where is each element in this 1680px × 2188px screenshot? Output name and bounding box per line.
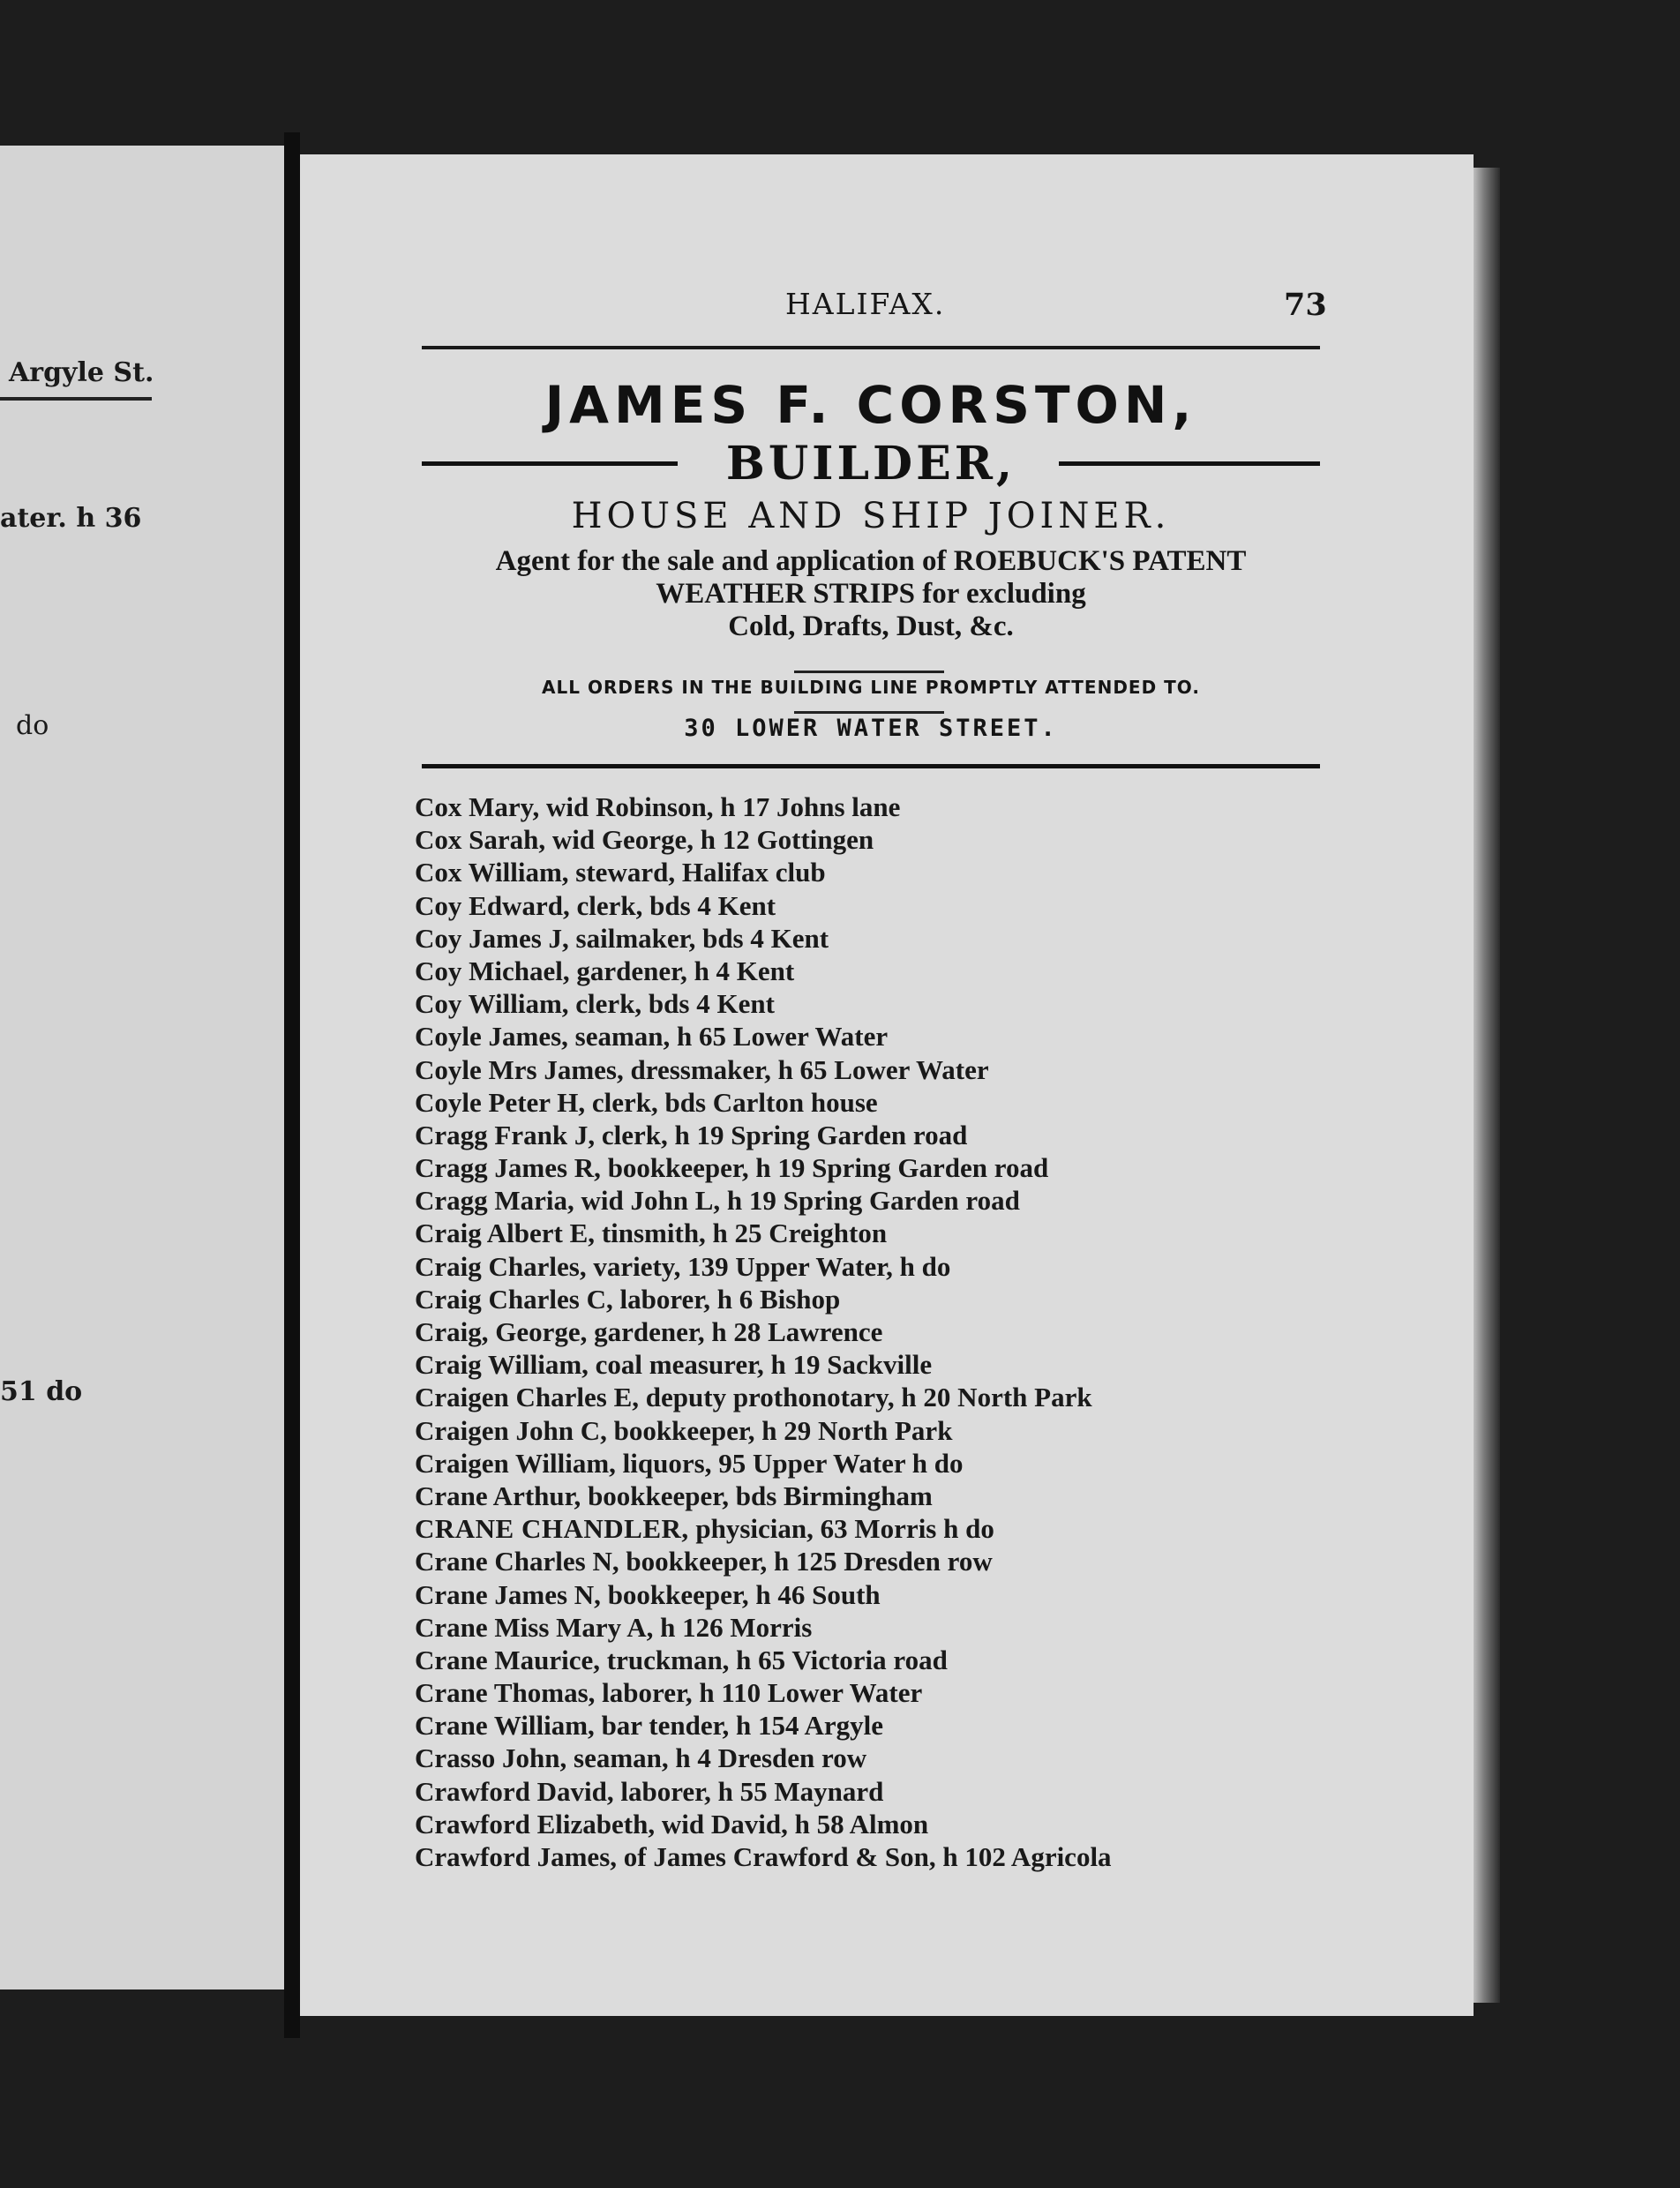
entry-detail: wid David, h 58 Almon (655, 1808, 929, 1840)
directory-entry (415, 1381, 1385, 1413)
entry-name: Crane James N, (415, 1578, 601, 1610)
directory-entry (415, 1644, 1385, 1676)
directory-entry (415, 1840, 1385, 1873)
entry-name: Coyle Mrs James, (415, 1053, 624, 1085)
entry-detail: clerk, bds 4 Kent (569, 889, 776, 921)
directory-entry (415, 1709, 1385, 1742)
directory-entry (415, 1775, 1385, 1808)
header-rule (422, 346, 1320, 349)
entry-detail: wid Robinson, h 17 Johns lane (539, 791, 901, 822)
entry-detail: clerk, bds 4 Kent (568, 988, 775, 1020)
book-gutter (284, 132, 300, 2038)
directory-entry (415, 1184, 1385, 1217)
entry-name: Crane Miss Mary A, (415, 1611, 654, 1643)
left-facing-page (0, 146, 284, 1989)
entry-name: Cragg Maria, (415, 1185, 574, 1217)
entry-name: Coy Michael, (415, 955, 570, 986)
left-page-fragment: Argyle St. (9, 357, 154, 388)
entry-name: Crawford David, (415, 1775, 614, 1807)
directory-entry (415, 1578, 1385, 1611)
entry-name: Craig Charles, (415, 1250, 587, 1282)
entry-name: Crawford James, (415, 1841, 618, 1872)
directory-entry (415, 1119, 1385, 1151)
entry-detail: of James Crawford & Son, h 102 Agricola (617, 1841, 1112, 1872)
directory-entry (415, 791, 1385, 823)
entry-detail: dressmaker, h 65 Lower Water (623, 1053, 989, 1085)
entry-detail: gardener, h 4 Kent (569, 955, 795, 986)
ad-divider (794, 671, 944, 673)
entry-name: Craigen John C, (415, 1414, 607, 1446)
entry-detail: wid John L, h 19 Spring Garden road (574, 1185, 1020, 1217)
entry-name: Cox Mary, (415, 791, 540, 822)
page-number: 73 (1284, 287, 1327, 323)
entry-detail: deputy prothonotary, h 20 North Park (639, 1382, 1092, 1413)
entry-detail: sailmaker, bds 4 Kent (568, 922, 829, 954)
directory-entry (415, 856, 1385, 888)
ad-agent-line: Agent for the sale and application of ROEBUCK'S PATENT (495, 545, 1247, 577)
directory-entry (415, 1545, 1385, 1577)
directory-entry (415, 1086, 1385, 1119)
entry-detail: steward, Halifax club (568, 857, 826, 888)
entry-name: Coy Edward, (415, 889, 570, 921)
left-page-fragment: 51 do (0, 1376, 83, 1407)
entry-detail: bookkeeper, h 46 South (600, 1578, 881, 1610)
directory-entry (415, 1053, 1385, 1086)
entry-name: Crasso John, (415, 1742, 567, 1774)
directory-entry (415, 1742, 1385, 1774)
directory-entry (415, 1414, 1385, 1447)
entry-name: Craig Charles C, (415, 1283, 613, 1315)
left-page-fragment: do (16, 710, 49, 741)
entry-name: Crawford Elizabeth, (415, 1808, 656, 1840)
entry-detail: clerk, h 19 Spring Garden road (595, 1119, 968, 1150)
directory-entry (415, 1808, 1385, 1840)
ad-bottom-rule (422, 764, 1320, 768)
entry-name: Craig Albert E, (415, 1218, 596, 1249)
ad-rule-right (1059, 461, 1320, 466)
directory-entry (415, 1020, 1385, 1053)
directory-entry (415, 1348, 1385, 1381)
entry-name: Cox Sarah, (415, 824, 546, 856)
directory-entry (415, 1611, 1385, 1644)
left-page-fragment: ater. h 36 (0, 503, 142, 534)
directory-entry (415, 922, 1385, 955)
directory-entry (415, 823, 1385, 856)
entry-name: Cragg Frank J, (415, 1119, 596, 1150)
entry-name: Craigen William, (415, 1447, 616, 1479)
ad-business-name: JAMES F. CORSTON, (544, 375, 1197, 435)
entry-name: Crane Arthur, (415, 1480, 581, 1511)
entry-name: Coyle James, (415, 1021, 568, 1053)
entry-detail: laborer, h 55 Maynard (613, 1775, 884, 1807)
entry-detail: seaman, h 4 Dresden row (566, 1742, 867, 1774)
directory-entry (415, 1676, 1385, 1709)
entry-detail: laborer, h 6 Bishop (612, 1283, 841, 1315)
ad-agent-line: WEATHER STRIPS for excluding (656, 578, 1086, 610)
directory-entry (415, 1283, 1385, 1315)
directory-entry (415, 987, 1385, 1020)
entry-detail: bookkeeper, h 125 Dresden row (619, 1546, 993, 1577)
entry-detail: clerk, bds Carlton house (585, 1086, 878, 1118)
entry-detail: bookkeeper, bds Birmingham (581, 1480, 933, 1511)
directory-entry (415, 1151, 1385, 1184)
directory-entry (415, 1217, 1385, 1249)
entry-name: Craigen Charles E, (415, 1382, 640, 1413)
left-page-rule (0, 397, 152, 401)
entry-name: Coyle Peter H, (415, 1086, 586, 1118)
ad-subtitle: HOUSE AND SHIP JOINER. (571, 496, 1171, 536)
ad-address: 30 LOWER WATER STREET. (684, 715, 1058, 742)
entry-name: Cragg James R, (415, 1152, 601, 1184)
entry-name: Crane Charles N, (415, 1546, 619, 1577)
entry-name: Crane William, (415, 1710, 595, 1742)
entry-detail: bar tender, h 154 Argyle (594, 1710, 884, 1742)
directory-entry (415, 1480, 1385, 1512)
entry-detail: bookkeeper, h 19 Spring Garden road (600, 1152, 1049, 1184)
entry-name: Coy James J, (415, 922, 569, 954)
entry-detail: wid George, h 12 Gottingen (545, 824, 874, 856)
directory-entry (415, 889, 1385, 922)
entry-detail: liquors, 95 Upper Water h do (615, 1447, 964, 1479)
entry-detail: laborer, h 110 Lower Water (595, 1677, 923, 1709)
entry-name: CRANE CHANDLER, (415, 1513, 689, 1545)
entry-name: Craig, George, (415, 1316, 588, 1347)
entry-name: Crane Maurice, (415, 1644, 601, 1675)
entry-detail: physician, 63 Morris h do (688, 1513, 994, 1545)
directory-entry (415, 1315, 1385, 1348)
ad-agent-line: Cold, Drafts, Dust, &c. (728, 611, 1014, 642)
directory-entries (415, 791, 1385, 1873)
directory-entry (415, 955, 1385, 987)
page-edge-shadow (1474, 168, 1500, 2003)
entry-name: Craig William, (415, 1349, 589, 1381)
entry-detail: seaman, h 65 Lower Water (567, 1021, 889, 1053)
directory-entry (415, 1512, 1385, 1545)
entry-detail: tinsmith, h 25 Creighton (595, 1218, 888, 1249)
entry-detail: coal measurer, h 19 Sackville (588, 1349, 933, 1381)
entry-detail: gardener, h 28 Lawrence (587, 1316, 883, 1347)
entry-detail: variety, 139 Upper Water, h do (586, 1250, 951, 1282)
directory-entry (415, 1250, 1385, 1283)
directory-entry (415, 1447, 1385, 1480)
entry-name: Cox William, (415, 857, 569, 888)
entry-detail: bookkeeper, h 29 North Park (606, 1414, 953, 1446)
ad-trade: BUILDER, (725, 437, 1016, 491)
entry-name: Coy William, (415, 988, 569, 1020)
running-head: HALIFAX. (785, 287, 946, 321)
entry-detail: h 126 Morris (653, 1611, 813, 1643)
entry-detail: truckman, h 65 Victoria road (600, 1644, 948, 1675)
ad-orders-line: ALL ORDERS IN THE BUILDING LINE PROMPTLY ATTENDED TO. (542, 677, 1200, 698)
ad-divider (794, 711, 944, 714)
entry-name: Crane Thomas, (415, 1677, 596, 1709)
